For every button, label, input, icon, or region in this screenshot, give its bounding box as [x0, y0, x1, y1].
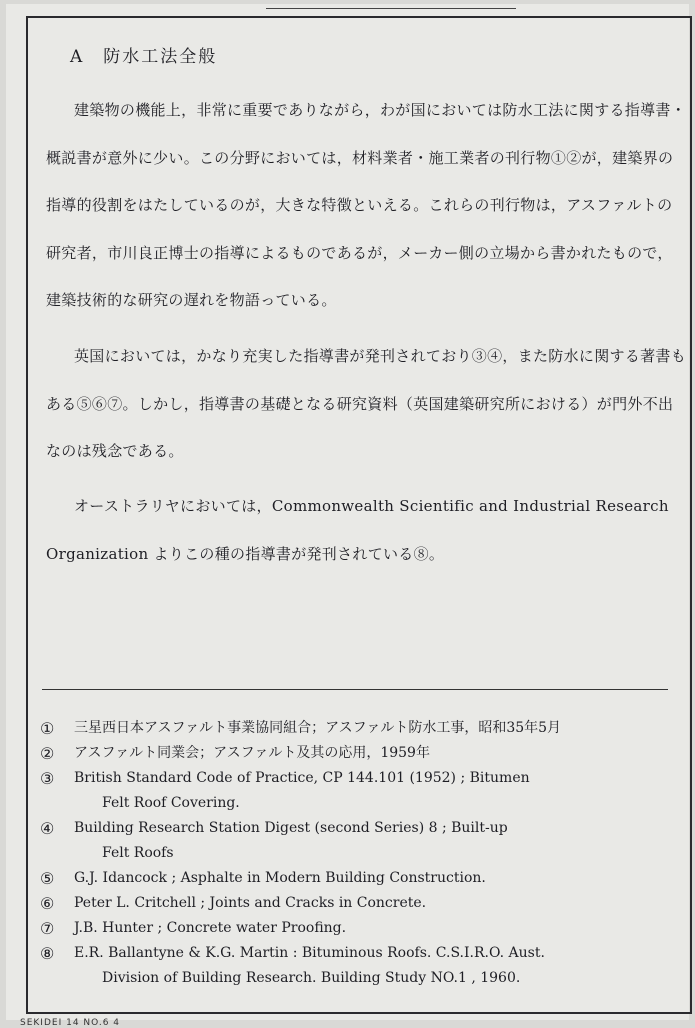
footnote-number: ① — [40, 719, 55, 738]
footnote-number: ⑧ — [40, 944, 55, 963]
footnote-number: ⑦ — [40, 919, 55, 938]
top-edge-line — [266, 4, 516, 9]
footnote-text: 三星西日本アスファルト事業協同組合；アスファルト防水工事，昭和35年5月 — [74, 720, 562, 736]
footnote-number: ③ — [40, 769, 55, 788]
footnote-divider — [42, 689, 668, 690]
footnote-item — [40, 816, 680, 866]
footnote-item — [40, 766, 680, 816]
footnote-item — [40, 741, 680, 766]
footnote-item — [40, 891, 680, 916]
paragraph-1 — [46, 87, 686, 325]
footnote-text: E.R. Ballantyne & K.G. Martin : Bituminous Roofs. C.S.I.R.O. Aust. Division of Building Research. Building Study NO.1 , 1960. — [74, 945, 545, 986]
footnote-item — [40, 941, 680, 991]
paragraph-2-text: 英国においては，かなり充実した指導書が発刊されており③④，また防水に関する著書もある⑤⑥⑦。しかし，指導書の基礎となる研究資料（英国建築研究所における）が門外不出なのは残念である。 — [46, 347, 687, 460]
footnote-item — [40, 866, 680, 891]
paragraph-3-text: オーストラリヤにおいては，Commonwealth Scientific and Industrial Research Organization よりこの種の指導書が発刊されている⑧。 — [46, 497, 669, 563]
footnote-number: ⑥ — [40, 894, 55, 913]
paragraph-1-text: 建築物の機能上，非常に重要でありながら，わが国においては防水工法に関する指導書・概説書が意外に少い。この分野においては，材料業者・施工業者の刊行物①②が，建築界の指導的役割をはたしているのが，大きな特徴といえる。これらの刊行物は，アスファルトの研究者，市川良正博士の指導によるものであるが，メーカー側の立場から書かれたもので，建築技術的な研究の遅れを物語っている。 — [46, 101, 687, 309]
section-heading: A 防水工法全般 — [70, 47, 218, 67]
footnote-text: Building Research Station Digest (second Series) 8 ; Built-up Felt Roofs — [74, 820, 508, 861]
footnote-text: British Standard Code of Practice, CP 144.101 (1952) ; Bitumen Felt Roof Covering. — [74, 770, 530, 811]
footnote-text: アスファルト同業会；アスファルト及其の応用，1959年 — [74, 745, 430, 761]
footnote-text: J.B. Hunter ; Concrete water Proofing. — [74, 920, 347, 936]
footnote-number: ② — [40, 744, 55, 763]
footnote-list — [40, 716, 680, 991]
footnote-text: G.J. Idancock ; Asphalte in Modern Building Construction. — [74, 870, 486, 886]
page-footer: SEKIDEI 14 NO.6 4 — [20, 1018, 121, 1028]
paragraph-3 — [46, 483, 686, 578]
paragraph-2 — [46, 333, 686, 476]
footnote-item — [40, 916, 680, 941]
footnote-text: Peter L. Critchell ; Joints and Cracks in Concrete. — [74, 895, 427, 911]
footnote-item — [40, 716, 680, 741]
footnote-number: ⑤ — [40, 869, 55, 888]
manuscript-sheet — [6, 4, 689, 1028]
footnote-number: ④ — [40, 819, 55, 838]
